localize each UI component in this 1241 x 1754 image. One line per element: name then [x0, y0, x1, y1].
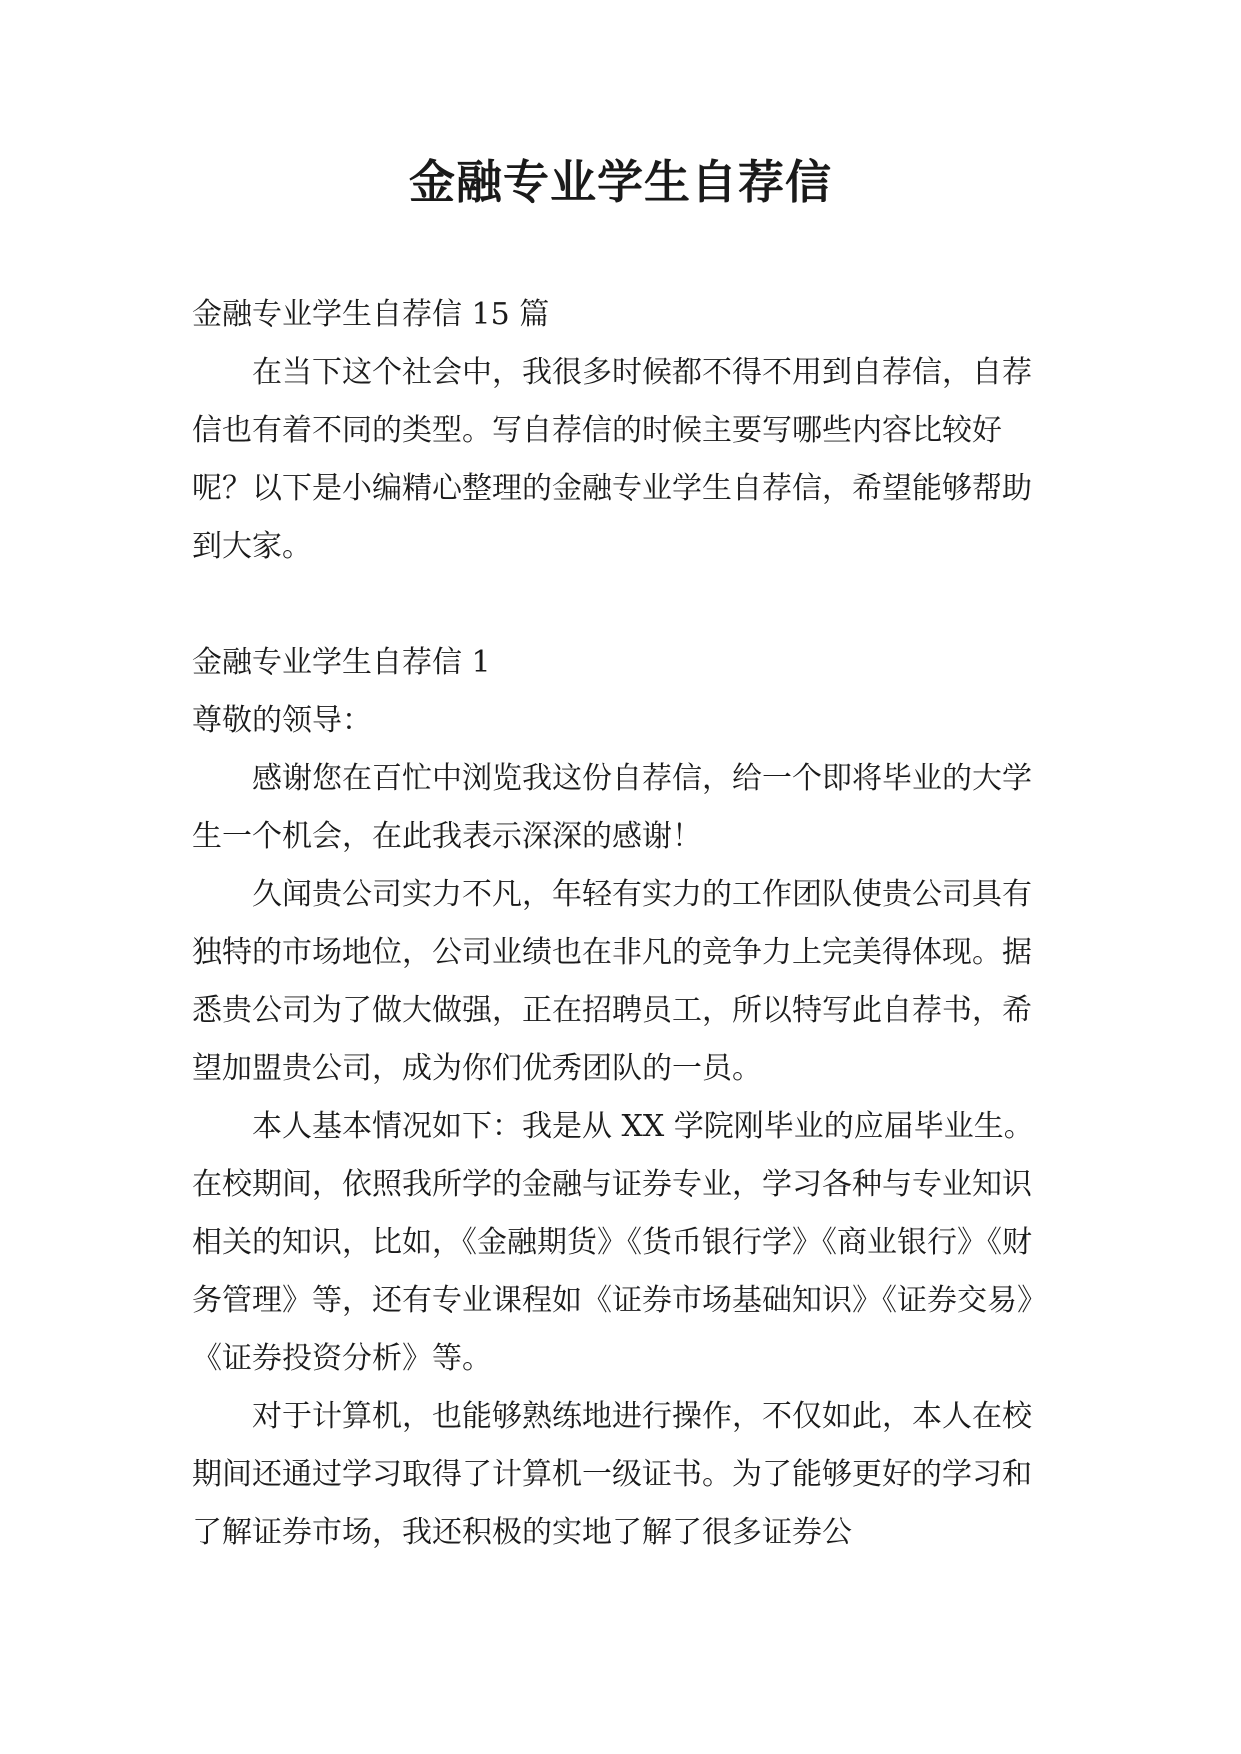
body-paragraph-1: 感谢您在百忙中浏览我这份自荐信，给一个即将毕业的大学生一个机会，在此我表示深深的感谢！: [192, 761, 1032, 854]
salutation: 尊敬的领导：: [192, 703, 372, 738]
body-paragraph-3: 本人基本情况如下：我是从 XX 学院刚毕业的应届毕业生。在校期间，依照我所学的金融与证券专业，学习各种与专业知识相关的知识，比如，《金融期货》《货币银行学》《商业银行》《财务管理》等，还有专业课程如《证券市场基础知识》《证券交易》《证券投资分析》等。: [192, 1109, 1047, 1376]
intro-heading: 金融专业学生自荐信 15 篇: [192, 297, 550, 332]
body-paragraph-4: 对于计算机，也能够熟练地进行操作，不仅如此，本人在校期间还通过学习取得了计算机一级证书。为了能够更好的学习和了解证券市场，我还积极的实地了解了很多证券公: [192, 1399, 1032, 1550]
body-paragraph-2: 久闻贵公司实力不凡，年轻有实力的工作团队使贵公司具有独特的市场地位，公司业绩也在非凡的竞争力上完美得体现。据悉贵公司为了做大做强，正在招聘员工，所以特写此自荐书，希望加盟贵公司，成为你们优秀团队的一员。: [192, 877, 1032, 1086]
section-heading: 金融专业学生自荐信 1: [192, 645, 491, 680]
intro-paragraph: 在当下这个社会中，我很多时候都不得不用到自荐信，自荐信也有着不同的类型。写自荐信的时候主要写哪些内容比较好呢？以下是小编精心整理的金融专业学生自荐信，希望能够帮助到大家。: [192, 355, 1032, 564]
document-title: 金融专业学生自荐信: [409, 155, 832, 209]
document-body: [192, 286, 1056, 1562]
paragraph-spacer: [192, 576, 1056, 634]
